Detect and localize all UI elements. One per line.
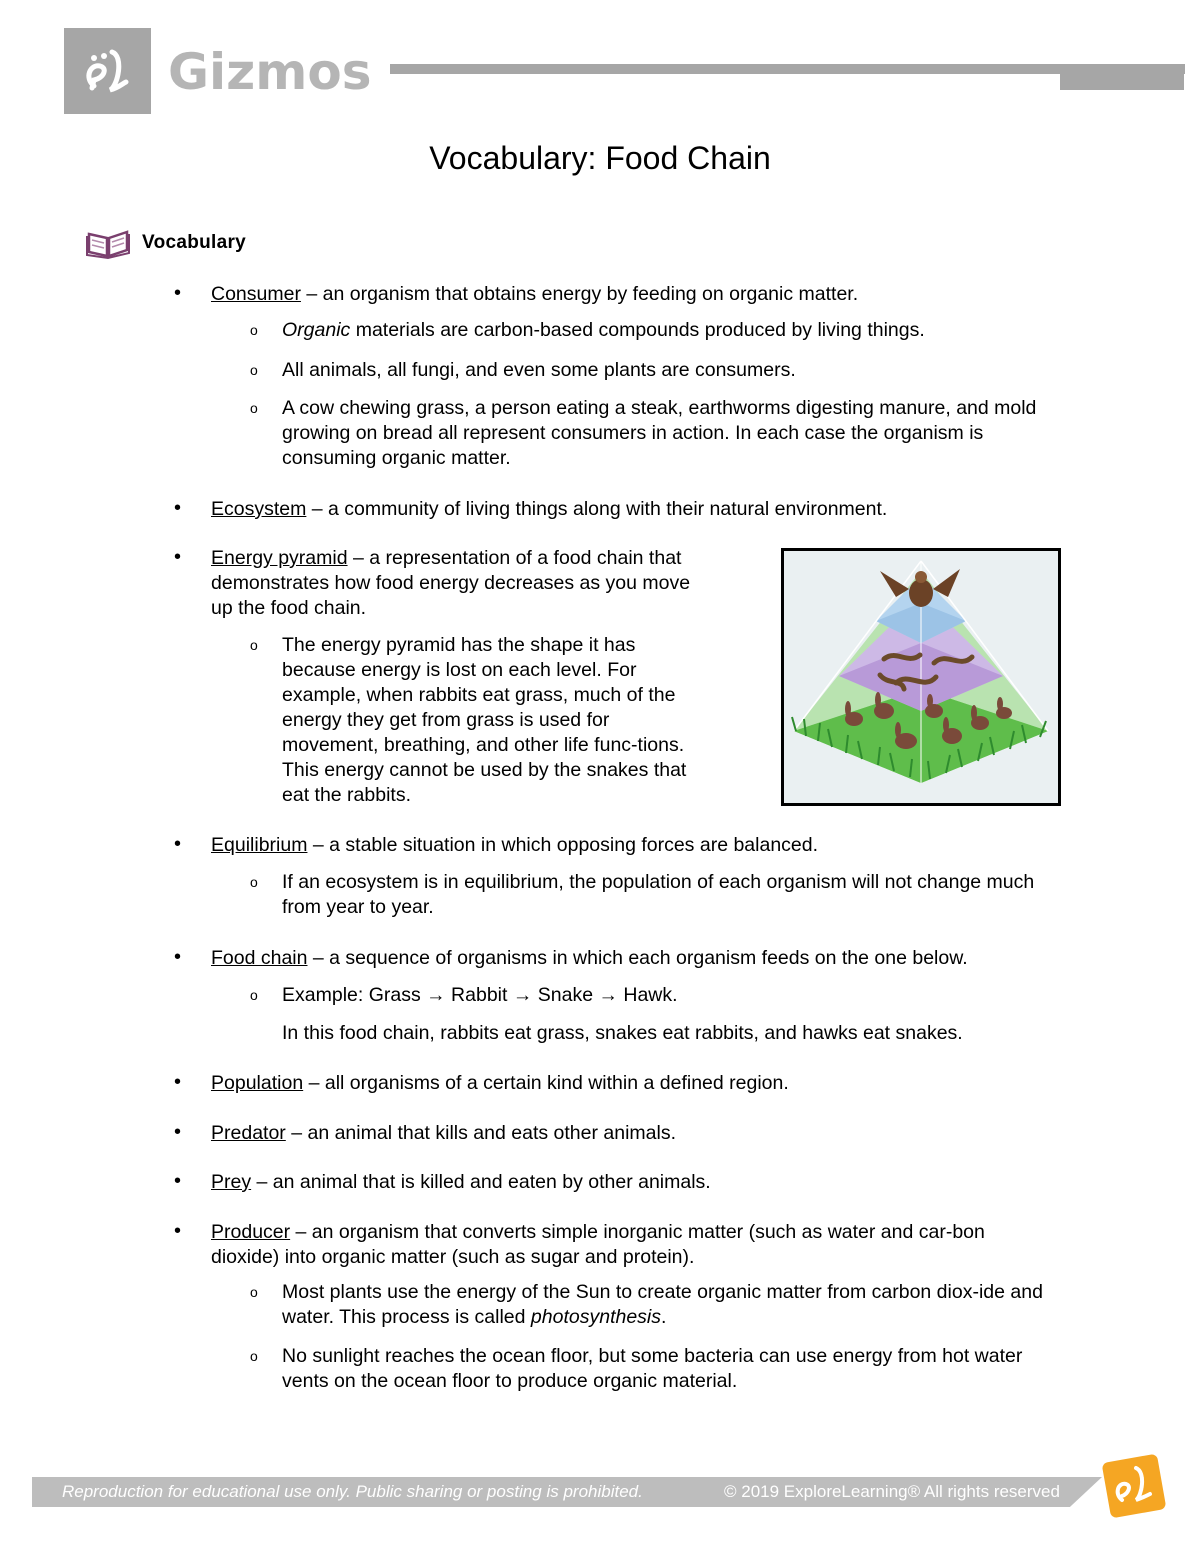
bullet-marker: • bbox=[174, 833, 182, 855]
food-chain-example-explanation: In this food chain, rabbits eat grass, snakes eat rabbits, and hawks eat snakes. bbox=[282, 1022, 963, 1044]
def-food-chain: – a sequence of organisms in which each organism feeds on the one below. bbox=[307, 947, 968, 969]
bullet-marker: • bbox=[174, 282, 182, 304]
bullet-marker: • bbox=[174, 1071, 182, 1093]
gizmos-brand-text: Gizmos bbox=[168, 43, 372, 101]
def-producer: – an organism that converts simple inorganic matter (such as water and car-bon dioxide) into organic matter (such as sugar and protein). bbox=[211, 1221, 985, 1268]
bullet-marker: • bbox=[174, 1121, 182, 1143]
consumer-sub-2: All animals, all fungi, and even some plants are consumers. bbox=[282, 359, 796, 381]
book-icon bbox=[86, 228, 130, 258]
def-consumer: – an organism that obtains energy by feeding on organic matter. bbox=[300, 283, 859, 305]
def-population: – all organisms of a certain kind within a defined region. bbox=[303, 1072, 789, 1094]
def-predator: – an animal that kills and eats other animals. bbox=[285, 1122, 677, 1144]
equilibrium-sub-1: If an ecosystem is in equilibrium, the population of each organism will not change much from year to year. bbox=[282, 871, 1035, 918]
def-equilibrium: – a stable situation in which opposing forces are balanced. bbox=[307, 834, 819, 856]
sub-marker: o bbox=[250, 322, 258, 338]
bullet-marker: • bbox=[174, 497, 182, 519]
def-energy-pyramid: – a representation of a food chain that demonstrates how food energy decreases as you move up the food chain. bbox=[211, 547, 691, 619]
el-logo-icon bbox=[64, 28, 151, 114]
term-energy-pyramid: Energy pyramid bbox=[211, 547, 348, 569]
def-ecosystem: – a community of living things along with their natural environment. bbox=[306, 498, 888, 520]
pyramid-graphic bbox=[784, 551, 1058, 803]
producer-sub-2: No sunlight reaches the ocean floor, but some bacteria can use energy from hot water vents on the ocean floor to produce organic material. bbox=[282, 1345, 1023, 1392]
consumer-sub-1 bbox=[282, 318, 1072, 343]
term-food-chain: Food chain bbox=[211, 947, 308, 969]
entry-consumer bbox=[211, 282, 1081, 307]
footer-copyright: © 2019 ExploreLearning® All rights reserved bbox=[724, 1482, 1060, 1501]
bullet-marker: • bbox=[174, 546, 182, 568]
entry-ecosystem bbox=[211, 497, 1081, 522]
sub-marker: o bbox=[250, 1348, 258, 1364]
vocabulary-heading-label: Vocabulary bbox=[142, 232, 247, 253]
bullet-marker: • bbox=[174, 946, 182, 968]
producer-sub-1 bbox=[282, 1280, 1062, 1330]
bullet-marker: • bbox=[174, 1220, 182, 1242]
bullet-marker: • bbox=[174, 1170, 182, 1192]
consumer-sub-1-text: materials are carbon-based compounds produced by living things. bbox=[350, 319, 925, 341]
term-ecosystem: Ecosystem bbox=[211, 498, 307, 520]
gizmos-logo-box bbox=[64, 28, 151, 114]
term-prey: Prey bbox=[211, 1171, 252, 1193]
consumer-sub-3: A cow chewing grass, a person eating a steak, earthworms digesting manure, and mold growing on bread all represent consumers in action. In each case the organism is consuming organic matter. bbox=[282, 397, 1037, 469]
def-prey: – an animal that is killed and eaten by other animals. bbox=[251, 1171, 711, 1193]
entry-food-chain bbox=[211, 946, 1081, 971]
entry-predator bbox=[211, 1121, 1081, 1146]
photosynthesis-italic: photosynthesis bbox=[530, 1306, 662, 1328]
page-title: Vocabulary: Food Chain bbox=[429, 140, 771, 176]
term-consumer: Consumer bbox=[211, 283, 301, 305]
header-tab-block bbox=[1060, 64, 1184, 90]
food-chain-example: Example: Grass → Rabbit → Snake → Hawk. bbox=[282, 984, 678, 1006]
producer-sub-1-text: Most plants use the energy of the Sun to create organic matter from carbon diox-ide and water. This process is called bbox=[282, 1281, 1043, 1328]
sub-marker: o bbox=[250, 987, 258, 1003]
organic-italic: Organic bbox=[282, 319, 351, 341]
energy-pyramid-sub-1: The energy pyramid has the shape it has because energy is lost on each level. For example, when rabbits eat grass, much of the energy they get from grass is used for movement, breathing, and other life func-tions. This energy cannot be used by the snakes that eat the rabbits. bbox=[282, 634, 687, 806]
energy-pyramid-illustration bbox=[781, 548, 1061, 806]
footer-notice: Reproduction for educational use only. Public sharing or posting is prohibited. bbox=[62, 1482, 643, 1501]
entry-population bbox=[211, 1071, 1081, 1096]
entry-equilibrium bbox=[211, 833, 1081, 858]
entry-prey bbox=[211, 1170, 1081, 1195]
term-producer: Producer bbox=[211, 1221, 291, 1243]
entry-producer bbox=[211, 1220, 1051, 1270]
term-population: Population bbox=[211, 1072, 304, 1094]
entry-energy-pyramid bbox=[211, 546, 701, 621]
producer-sub-1-end: . bbox=[661, 1306, 667, 1328]
sub-marker: o bbox=[250, 1284, 258, 1300]
sub-marker: o bbox=[250, 637, 258, 653]
term-predator: Predator bbox=[211, 1122, 286, 1144]
sub-marker: o bbox=[250, 362, 258, 378]
term-equilibrium: Equilibrium bbox=[211, 834, 308, 856]
sub-marker: o bbox=[250, 400, 258, 416]
explorelearning-logo-icon bbox=[1098, 1452, 1170, 1524]
sub-marker: o bbox=[250, 874, 258, 890]
